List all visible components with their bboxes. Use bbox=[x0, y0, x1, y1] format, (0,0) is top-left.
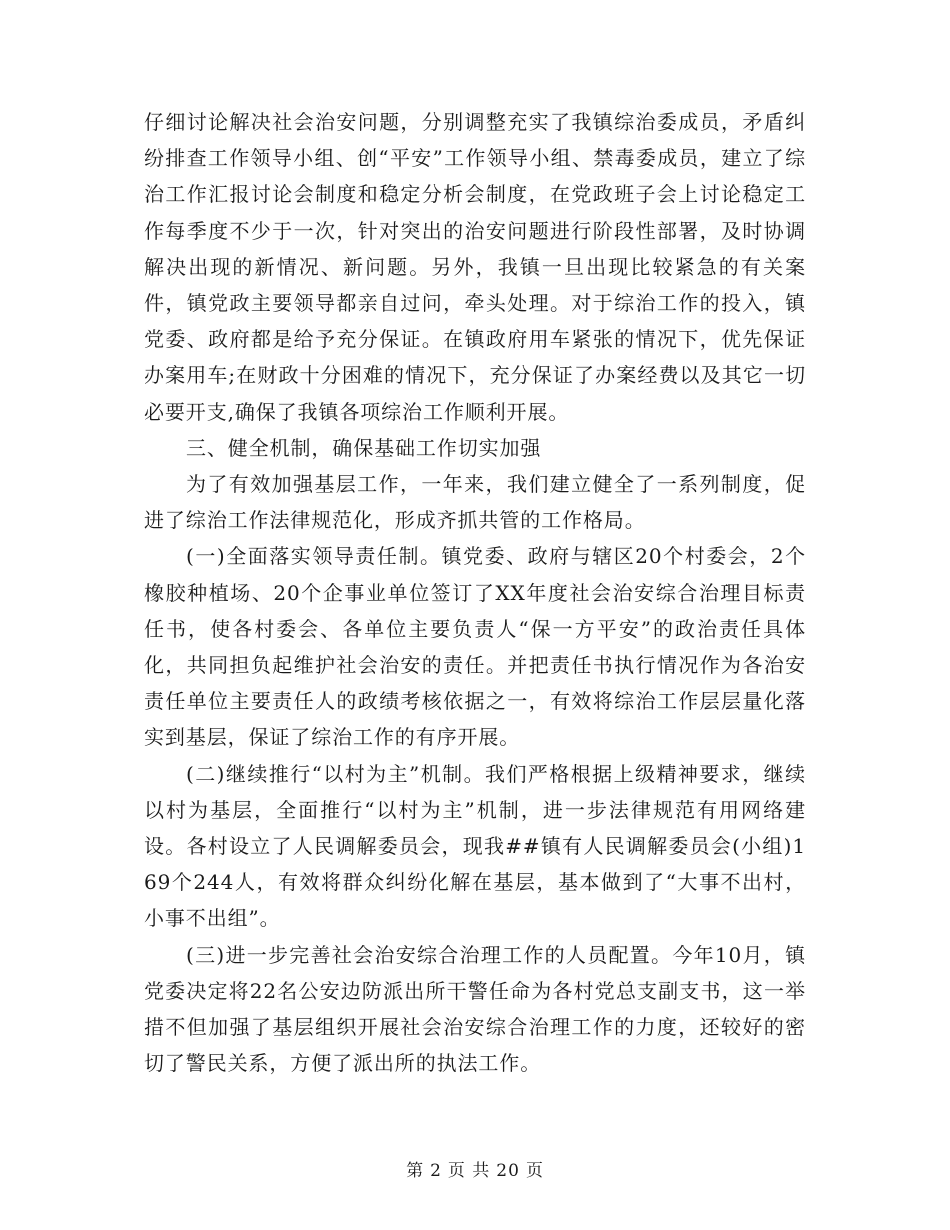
section-heading: 三、健全机制，确保基础工作切实加强 bbox=[186, 435, 542, 460]
footer-middle: 页 共 bbox=[447, 1161, 491, 1181]
footer-total-pages: 20 bbox=[496, 1161, 520, 1181]
paragraph-continuation: 仔细讨论解决社会治安问题，分别调整充实了我镇综治委成员，矛盾纠纷排查工作领导小组、创“平安”工作领导小组、禁毒委成员，建立了综治工作汇报讨论会制度和稳定分析会制度，在党政班子会上讨论稳定工作每季度不少于一次，针对突出的治安问题进行阶段性部署，及时协调解决出现的新情况、新问题。另外，我镇一旦出现比较紧急的有关案件，镇党政主要领导都亲自过问，牵头处理。对于综治工作的投入，镇党委、政府都是给予充分保证。在镇政府用车紧张的情况下，优先保证办案用车;在财政十分困难的情况下，充分保证了办案经费以及其它一切必要开支,确保了我镇各项综治工作顺利开展。 bbox=[144, 110, 806, 424]
paragraph-item-2: (二)继续推行“以村为主”机制。我们严格根据上级精神要求，继续以村为基层，全面推行“以村为主”机制，进一步法律规范有用网络建设。各村设立了人民调解委员会，现我##镇有人民调解委员会(小组)169个244人，有效将群众纠纷化解在基层，基本做到了“大事不出村，小事不出组”。 bbox=[144, 761, 806, 931]
footer-suffix: 页 bbox=[525, 1161, 544, 1181]
footer-prefix: 第 bbox=[406, 1161, 425, 1181]
page-footer bbox=[0, 1156, 950, 1181]
document-body bbox=[144, 104, 806, 1081]
paragraph-intro: 为了有效加强基层工作，一年来，我们建立健全了一系列制度，促进了综治工作法律规范化，形成齐抓共管的工作格局。 bbox=[144, 472, 806, 533]
paragraph-item-3: (三)进一步完善社会治安综合治理工作的人员配置。今年10月，镇党委决定将22名公安边防派出所干警任命为各村党总支副支书，这一举措不但加强了基层组织开展社会治安综合治理工作的力度，还较好的密切了警民关系，方便了派出所的执法工作。 bbox=[144, 942, 806, 1076]
footer-current-page: 2 bbox=[430, 1161, 442, 1181]
paragraph-item-1: (一)全面落实领导责任制。镇党委、政府与辖区20个村委会，2个橡胶种植场、20个企事业单位签订了XX年度社会治安综合治理目标责任书，使各村委会、各单位主要负责人“保一方平安”的政治责任具体化，共同担负起维护社会治安的责任。并把责任书执行情况作为各治安责任单位主要责任人的政绩考核依据之一，有效将综治工作层层量化落实到基层，保证了综治工作的有序开展。 bbox=[144, 544, 806, 750]
